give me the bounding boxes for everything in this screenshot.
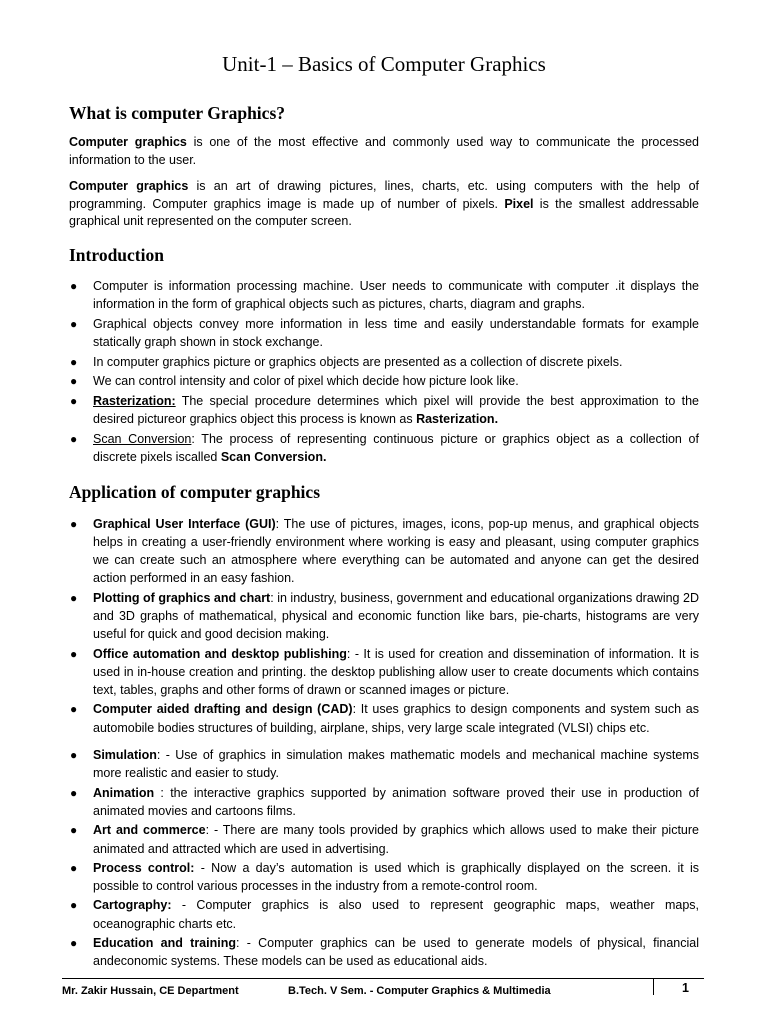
list-item: ● Graphical User Interface (GUI): The use of pictures, images, icons, pop-up menus, and graphical objects helps in creating a user-friendly environment where working is easy and pleasant, using computer graphics we can create such an atmosphere where everything can be automated and anyone can get the desired action performed in an easy fashion. xyxy=(70,516,699,586)
bullet-icon: ● xyxy=(70,936,78,951)
bullet-icon: ● xyxy=(70,431,78,446)
bullet-icon: ● xyxy=(70,374,78,388)
heading-what-is-computer-graphics: What is computer Graphics? xyxy=(69,103,285,123)
list-item: ● Plotting of graphics and chart: in industry, business, government and educational organizations drawing 2D and 3D graphs of mathematical, physical and economic function like bars, pie-charts, histograms are very useful for quick and good decision making. xyxy=(70,590,699,642)
list-item: ● Animation : the interactive graphics supported by animation software proved their use in production of animated movies and cartoons films. xyxy=(70,785,699,818)
term-rasterization: Rasterization: xyxy=(93,393,176,408)
term-computer-graphics: Computer graphics xyxy=(69,179,189,193)
bullet-icon: ● xyxy=(70,823,78,838)
list-item: ● We can control intensity and color of pixel which decide how picture look like. xyxy=(69,372,699,391)
bullet-icon: ● xyxy=(70,860,78,875)
list-item-scan-conversion: ● Scan Conversion: The process of representing continuous picture or graphics object as a collection of discrete pixels iscalled Scan Conversion. xyxy=(70,431,699,464)
bullet-icon: ● xyxy=(70,393,78,408)
list-item: ● Education and training: - Computer graphics can be used to generate models of physical, financial andeconomic systems. These models can be used as educational aids. xyxy=(70,936,700,969)
bullet-icon: ● xyxy=(70,785,78,800)
list-item: ● Process control: - Now a day’s automation is used which is graphically displayed on the screen. it is possible to control various processes in the industry from a remote-control room. xyxy=(70,860,699,894)
bullet-icon: ● xyxy=(70,590,78,605)
page-number: 1 xyxy=(682,981,689,995)
heading-applications: Application of computer graphics xyxy=(69,481,320,502)
list-item: ● Office automation and desktop publishing: - It is used for creation and dissemination of information. It is used in in-house creation and printing. the desktop publishing allow user to create documents which contains text, tables, graphs and other forms of drawn or scanned images or picture. xyxy=(70,646,700,698)
introduction-list xyxy=(69,277,699,467)
list-item: ● Computer is information processing machine. User needs to communicate with computer .it displays the information in the form of graphical objects such as pictures, charts, diagram and graphs. xyxy=(70,278,699,311)
footer-author: Mr. Zakir Hussain, CE Department xyxy=(62,985,239,997)
footer-course: B.Tech. V Sem. - Computer Graphics & Multimedia xyxy=(288,985,551,997)
term-scan-conversion: Scan Conversion xyxy=(93,431,192,446)
page-title: Unit-1 – Basics of Computer Graphics xyxy=(222,52,546,76)
document-body xyxy=(69,102,699,972)
bullet-icon: ● xyxy=(70,702,78,717)
list-item: ● Cartography: - Computer graphics is also used to represent geographic maps, weather maps, oceanographic charts etc. xyxy=(70,898,699,931)
footer-divider xyxy=(62,978,704,979)
bullet-icon: ● xyxy=(70,898,78,913)
list-item: ● Computer aided drafting and design (CAD): It uses graphics to design components and system such as automobile bodies structures of building, airplane, ships, very large scale integrated (VLSI) chips etc. xyxy=(70,702,699,735)
paragraph-text: is an art of drawing pictures, lines, charts, etc. using computers with the help of programming. Computer graphics image is made up of number of pixels. xyxy=(69,179,699,211)
list-item: ● In computer graphics picture or graphics objects are presented as a collection of discrete pixels. xyxy=(69,353,699,372)
paragraph-text: is the smallest addressable graphical unit represented on the computer screen. xyxy=(69,196,699,228)
list-item: ● Art and commerce: - There are many tools provided by graphics which allows used to make their picture animated and attracted which are used in advertising. xyxy=(70,823,700,856)
applications-list xyxy=(69,515,699,971)
list-item-rasterization: ● Rasterization: The special procedure determines which pixel will provide the best approximation to the desired pictureor graphics object this process is known as Rasterization. xyxy=(70,393,699,426)
bullet-icon: ● xyxy=(70,354,78,369)
term-pixel: Pixel xyxy=(504,196,534,211)
bullet-icon: ● xyxy=(70,516,78,531)
paragraph-definition-2 xyxy=(69,178,699,231)
paragraph-text: is one of the most effective and commonly used way to communicate the processed information to the user. xyxy=(69,135,699,167)
heading-introduction: Introduction xyxy=(69,244,164,265)
bullet-icon: ● xyxy=(70,278,78,293)
footer-page-separator xyxy=(653,978,654,995)
bullet-icon: ● xyxy=(70,316,78,331)
term-computer-graphics: Computer graphics xyxy=(69,135,187,149)
list-item: ● Simulation: - Use of graphics in simulation makes mathematic models and mechanical machine systems more realistic and easier to study. xyxy=(70,748,699,781)
list-item: ● Graphical objects convey more information in less time and easily understandable formats for example statically graph shown in stock exchange. xyxy=(70,316,699,349)
paragraph-definition-1 xyxy=(69,134,699,169)
bullet-icon: ● xyxy=(70,748,78,763)
bullet-icon: ● xyxy=(70,646,78,661)
